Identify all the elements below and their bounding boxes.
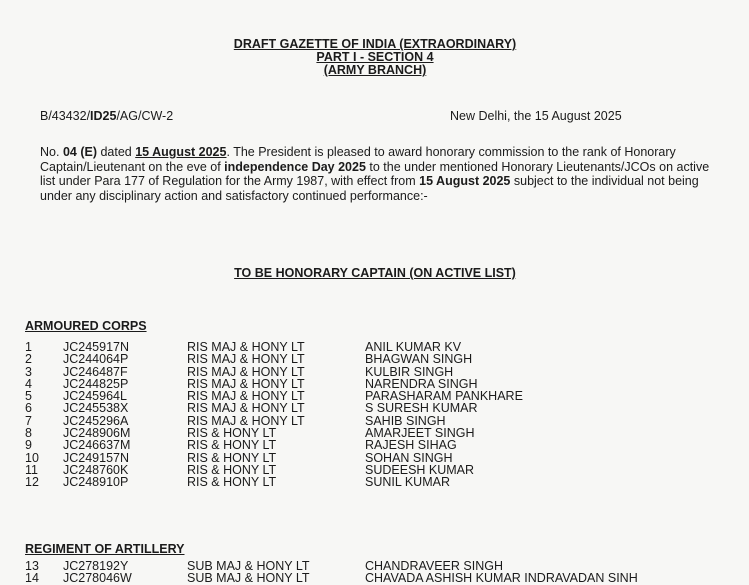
personal-number: JC248906M — [63, 426, 131, 441]
serial-number: 3 — [25, 364, 32, 379]
occasion: independence Day 2025 — [224, 159, 366, 174]
person-name: PARASHARAM PANKHARE — [365, 389, 523, 404]
serial-number: 10 — [25, 450, 39, 465]
rank: RIS MAJ & HONY LT — [187, 376, 305, 391]
person-name: RAJESH SIHAG — [365, 438, 457, 453]
rank: RIS MAJ & HONY LT — [187, 389, 305, 404]
personal-number: JC278046W — [63, 571, 132, 585]
effect-date: 15 August 2025 — [419, 174, 511, 189]
person-name: CHAVADA ASHISH KUMAR INDRAVADAN SINH — [365, 571, 638, 585]
personal-number: JC244825P — [63, 376, 129, 391]
notification-date: 15 August 2025 — [135, 145, 227, 159]
person-name: S SURESH KUMAR — [365, 401, 478, 416]
serial-number: 12 — [25, 475, 39, 490]
serial-number: 6 — [25, 401, 32, 416]
gazette-header — [160, 38, 590, 77]
rank: RIS & HONY LT — [187, 475, 277, 490]
section-title: TO BE HONORARY CAPTAIN (ON ACTIVE LIST) — [234, 266, 516, 280]
armoured-corps-heading: ARMOURED CORPS — [25, 319, 147, 333]
serial-number: 8 — [25, 426, 32, 441]
rank: RIS & HONY LT — [187, 450, 277, 465]
personal-number: JC245964L — [63, 389, 127, 404]
person-name: NARENDRA SINGH — [365, 376, 478, 391]
person-name: KULBIR SINGH — [365, 364, 454, 379]
personal-number: JC245917N — [63, 340, 130, 354]
serial-number: 5 — [25, 389, 32, 404]
personal-number: JC278192Y — [63, 559, 129, 573]
serial-number: 13 — [25, 559, 39, 573]
personal-number: JC245538X — [63, 401, 129, 416]
header-line-1: DRAFT GAZETTE OF INDIA (EXTRAORDINARY) — [233, 37, 517, 51]
personal-number: JC249157N — [63, 450, 130, 465]
person-name: AMARJEET SINGH — [365, 426, 475, 441]
rank: RIS MAJ & HONY LT — [187, 352, 305, 367]
rank: RIS MAJ & HONY LT — [187, 413, 305, 428]
header-line-2: PART I - SECTION 4 — [316, 50, 434, 64]
rank: RIS & HONY LT — [187, 462, 277, 477]
artillery-heading: REGIMENT OF ARTILLERY — [25, 542, 185, 556]
serial-number: 4 — [25, 376, 32, 391]
serial-number: 14 — [25, 571, 39, 585]
person-name: SUDEESH KUMAR — [365, 462, 475, 477]
personal-number: JC248760K — [63, 462, 129, 477]
rank: RIS MAJ & HONY LT — [187, 401, 305, 416]
rank: RIS & HONY LT — [187, 426, 277, 441]
serial-number: 9 — [25, 438, 32, 453]
person-name: SOHAN SINGH — [365, 450, 453, 465]
rank: RIS MAJ & HONY LT — [187, 364, 305, 379]
personal-number: JC244064P — [63, 352, 129, 367]
reference-number: B/43432/ID25/AG/CW-2 — [40, 109, 174, 123]
rank: SUB MAJ & HONY LT — [187, 559, 310, 573]
person-name: CHANDRAVEER SINGH — [365, 559, 503, 573]
personal-number: JC246487F — [63, 364, 128, 379]
notification-number: 04 (E) — [62, 145, 97, 159]
rank: SUB MAJ & HONY LT — [187, 571, 310, 585]
serial-number: 11 — [25, 462, 38, 477]
header-line-3: (ARMY BRANCH) — [323, 63, 427, 77]
serial-number: 1 — [25, 340, 32, 354]
place-date: New Delhi, the 15 August 2025 — [450, 109, 622, 123]
person-name: SUNIL KUMAR — [365, 475, 450, 490]
serial-number: 2 — [25, 352, 32, 367]
person-name: BHAGWAN SINGH — [365, 352, 473, 367]
reference-line — [40, 109, 688, 123]
personal-number: JC245296A — [63, 413, 129, 428]
notification-paragraph: No. 04 (E) dated 15 August 2025. The President is pleased to award honorary commission to the rank of Honorary Captain/Lieutenant on the eve of independence Day 2025 to the under mentioned Honorary Lieutenants/JCOs on active list under Para 177 of Regulation for the Army 1987, with effect from 15 August 2025 subject to the individual not being under any disciplinary action and satisfactory continued performance:- — [40, 145, 710, 203]
person-name: SAHIB SINGH — [365, 413, 446, 428]
personal-number: JC248910P — [63, 475, 129, 490]
person-name: ANIL KUMAR KV — [365, 340, 462, 354]
personal-number: JC246637M — [63, 438, 131, 453]
serial-number: 7 — [25, 413, 32, 428]
rank: RIS & HONY LT — [187, 438, 277, 453]
rank: RIS MAJ & HONY LT — [187, 340, 305, 354]
